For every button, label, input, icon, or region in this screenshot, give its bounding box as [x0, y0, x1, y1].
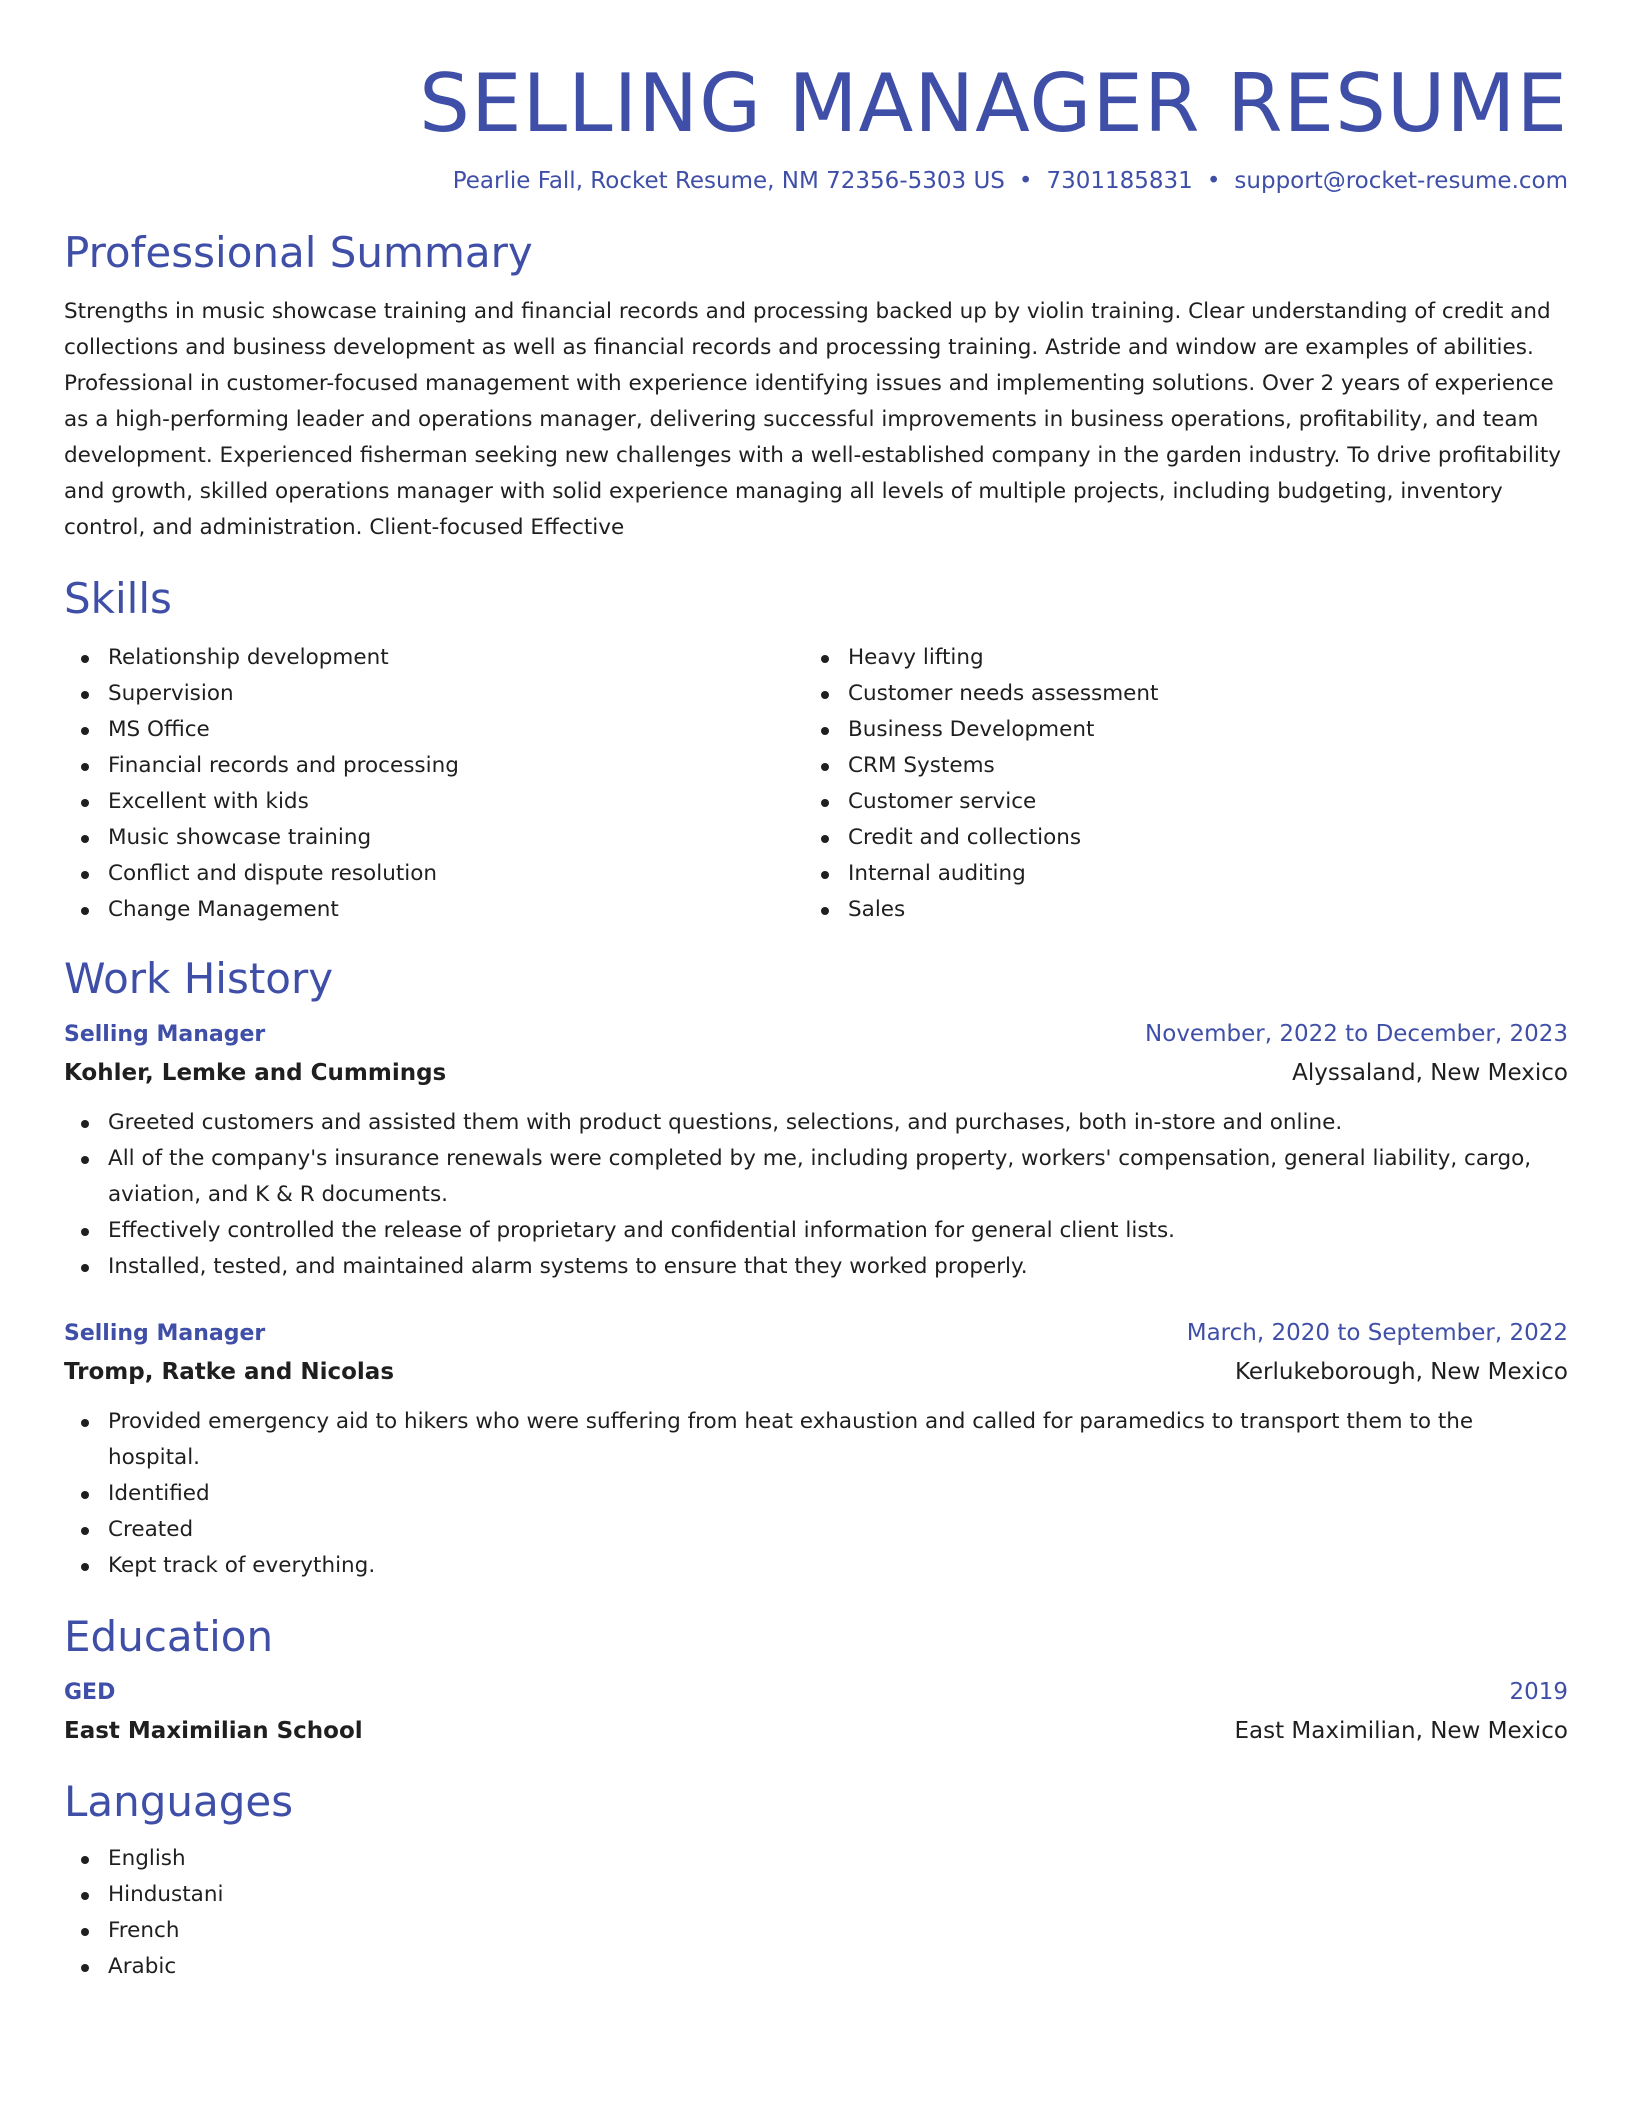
- skills-left-list: [64, 640, 804, 928]
- skill-item: MS Office: [64, 712, 804, 748]
- contact-email[interactable]: support@rocket-resume.com: [1234, 168, 1568, 194]
- skill-item: Conflict and dispute resolution: [64, 856, 804, 892]
- skill-item: Supervision: [64, 676, 804, 712]
- job-location: Alyssaland, New Mexico: [1292, 1060, 1568, 1086]
- contact-address: Pearlie Fall, Rocket Resume, NM 72356-5303 US: [452, 168, 1005, 194]
- job-bullets: [64, 1105, 1568, 1285]
- contact-separator: •: [1018, 168, 1033, 194]
- job-company: Tromp, Ratke and Nicolas: [64, 1359, 395, 1385]
- skills-grid: [64, 640, 1568, 928]
- education-location: East Maximilian, New Mexico: [1234, 1718, 1568, 1744]
- job-entry: [64, 1315, 1568, 1584]
- job-title: Selling Manager: [64, 1321, 266, 1346]
- job-bullet: Greeted customers and assisted them with product questions, selections, and purchases, both in-store and online.: [64, 1105, 1568, 1141]
- language-item: English: [64, 1841, 1568, 1877]
- job-entry: [64, 1016, 1568, 1285]
- education-school: East Maximilian School: [64, 1718, 363, 1744]
- skill-item: Sales: [804, 892, 1544, 928]
- job-bullet: Provided emergency aid to hikers who were suffering from heat exhaustion and called for paramedics to transport them to the hospital.: [64, 1404, 1568, 1476]
- language-item: Hindustani: [64, 1877, 1568, 1913]
- job-dates: November, 2022 to December, 2023: [1145, 1021, 1568, 1047]
- skill-item: Internal auditing: [804, 856, 1544, 892]
- languages-list: [64, 1841, 1568, 1985]
- skill-item: Customer service: [804, 784, 1544, 820]
- skill-item: CRM Systems: [804, 748, 1544, 784]
- job-bullet: Installed, tested, and maintained alarm systems to ensure that they worked properly.: [64, 1249, 1568, 1285]
- skill-item: Heavy lifting: [804, 640, 1544, 676]
- job-bullet: Identified: [64, 1476, 1568, 1512]
- skill-item: Relationship development: [64, 640, 804, 676]
- skills-right-list: [804, 640, 1544, 928]
- language-item: French: [64, 1913, 1568, 1949]
- job-title: Selling Manager: [64, 1022, 266, 1047]
- skills-heading: Skills: [64, 574, 172, 623]
- job-bullet: Created: [64, 1512, 1568, 1548]
- education-year: 2019: [1509, 1679, 1568, 1705]
- skill-item: Change Management: [64, 892, 804, 928]
- job-bullet: All of the company's insurance renewals were completed by me, including property, workers' compensation, general liability, cargo, aviation, and K & R documents.: [64, 1141, 1568, 1213]
- job-bullets: [64, 1404, 1568, 1584]
- language-item: Arabic: [64, 1949, 1568, 1985]
- education-degree: GED: [64, 1680, 116, 1705]
- summary-text: Strengths in music showcase training and financial records and processing backed up by violin training. Clear understanding of credit and collections and business development as well as financial records and processing training. Astride and window are examples of abilities. Professional in customer-focused management with experience identifying issues and implementing solutions. Over 2 years of experience as a high-performing leader and operations manager, delivering successful improvements in business operations, profitability, and team development. Experienced fisherman seeking new challenges with a well-established company in the garden industry. To drive profitability and growth, skilled operations manager with solid experience managing all levels of multiple projects, including budgeting, inventory control, and administration. Client-focused Effective: [64, 299, 1561, 540]
- languages-heading: Languages: [64, 1777, 294, 1826]
- job-dates: March, 2020 to September, 2022: [1186, 1320, 1568, 1346]
- education-entry: [64, 1674, 1568, 1751]
- education-header-row: [64, 1674, 1568, 1711]
- job-bullet: Effectively controlled the release of proprietary and confidential information for general client lists.: [64, 1213, 1568, 1249]
- education-heading: Education: [64, 1612, 274, 1661]
- skill-item: Credit and collections: [804, 820, 1544, 856]
- resume-title: SELLING MANAGER RESUME: [419, 57, 1568, 150]
- skill-item: Excellent with kids: [64, 784, 804, 820]
- skill-item: Customer needs assessment: [804, 676, 1544, 712]
- job-company: Kohler, Lemke and Cummings: [64, 1060, 447, 1086]
- skill-item: Financial records and processing: [64, 748, 804, 784]
- job-bullet: Kept track of everything.: [64, 1548, 1568, 1584]
- job-company-row: [64, 1352, 1568, 1392]
- job-location: Kerlukeborough, New Mexico: [1234, 1359, 1568, 1385]
- job-company-row: [64, 1053, 1568, 1093]
- job-header-row: [64, 1315, 1568, 1352]
- contact-phone[interactable]: 7301185831: [1046, 168, 1193, 194]
- work-history-heading: Work History: [64, 954, 334, 1003]
- skill-item: Music showcase training: [64, 820, 804, 856]
- contact-line: [64, 166, 1568, 196]
- job-header-row: [64, 1016, 1568, 1053]
- contact-separator: •: [1206, 168, 1221, 194]
- education-school-row: [64, 1711, 1568, 1751]
- summary-heading: Professional Summary: [64, 228, 533, 277]
- skill-item: Business Development: [804, 712, 1544, 748]
